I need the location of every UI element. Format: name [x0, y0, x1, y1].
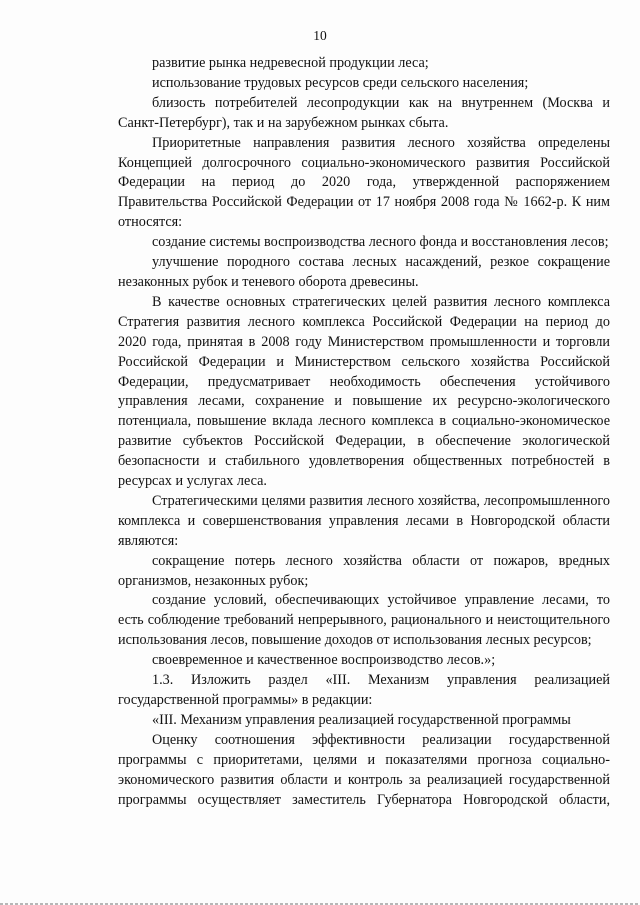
- paragraph-strategic-goals-regional: Стратегическими целями развития лесного хозяйства, лесопромышленного комплекса и совершенствования управления лесами в Новгородской области являются:: [118, 492, 610, 549]
- paragraph-section-heading: «III. Механизм управления реализацией государственной программы: [152, 711, 571, 728]
- paragraph-priority-directions: Приоритетные направления развития лесного хозяйства определены Концепцией долгосрочного социально-экономического развития Российской Федерации на период до 2020 года, утвержденной распоряжением Правительства Российской Федерации от 17 ноября 2008 года № 1662-р. К ним относятся:: [118, 134, 610, 231]
- paragraph-strategic-goals-federal: В качестве основных стратегических целей развития лесного комплекса Стратегия развития лесного комплекса Российской Федерации на период до 2020 года, принятая в 2008 году Министерством промышленности и торговли Российской Федерации и Министерством сельского хозяйства Российской Федерации, предусматривает необходимость обеспечения устойчивого управления лесами, сохранение и повышение их ресурсно-экологического потенциала, повышение вклада лесного комплекса в социально-экономическое развитие субъектов Российской Федерации, в обеспечение экологической безопасности и стабильного удовлетворения общественных потребностей в ресурсах и услугах леса.: [118, 293, 610, 490]
- paragraph-reproduction-system: создание системы воспроизводства лесного фонда и восстановления лесов;: [152, 234, 609, 251]
- paragraph-evaluation: Оценку соотношения эффективности реализации государственной программы с приоритетами, целями и показателями прогноза социально-экономического развития области и контроль за реализацией государственной программы осуществляет заместитель Губернатора Новгородской области,: [118, 731, 610, 808]
- paragraph-species-improvement: улучшение породного состава лесных насаждений, резкое сокращение незаконных рубок и теневого оборота древесины.: [118, 254, 610, 290]
- paragraph-consumer-proximity: близость потребителей лесопродукции как на внутреннем (Москва и Санкт-Петербург), так и на зарубежном рынках сбыта.: [118, 94, 610, 131]
- page-number: 10: [313, 28, 327, 43]
- paragraph-non-timber-market: развитие рынка недревесной продукции леса;: [152, 55, 429, 71]
- paragraph-timely-reproduction: своевременное и качественное воспроизводство лесов.»;: [152, 652, 496, 669]
- paragraph-sustainable-management: создание условий, обеспечивающих устойчивое управление лесами, то есть соблюдение требований непрерывного, рационального и неистощительного использования лесов, повышение доходов от использования лесных ресурсов;: [118, 592, 610, 649]
- document-body: [118, 54, 610, 810]
- paragraph-section-amendment: 1.3. Изложить раздел «III. Механизм управления реализацией государственной программы» в редакции:: [118, 672, 610, 708]
- paragraph-labor-resources: использование трудовых ресурсов среди сельского населения;: [152, 74, 529, 91]
- paragraph-loss-reduction: сокращение потерь лесного хозяйства области от пожаров, вредных организмов, незаконных рубок;: [118, 552, 610, 589]
